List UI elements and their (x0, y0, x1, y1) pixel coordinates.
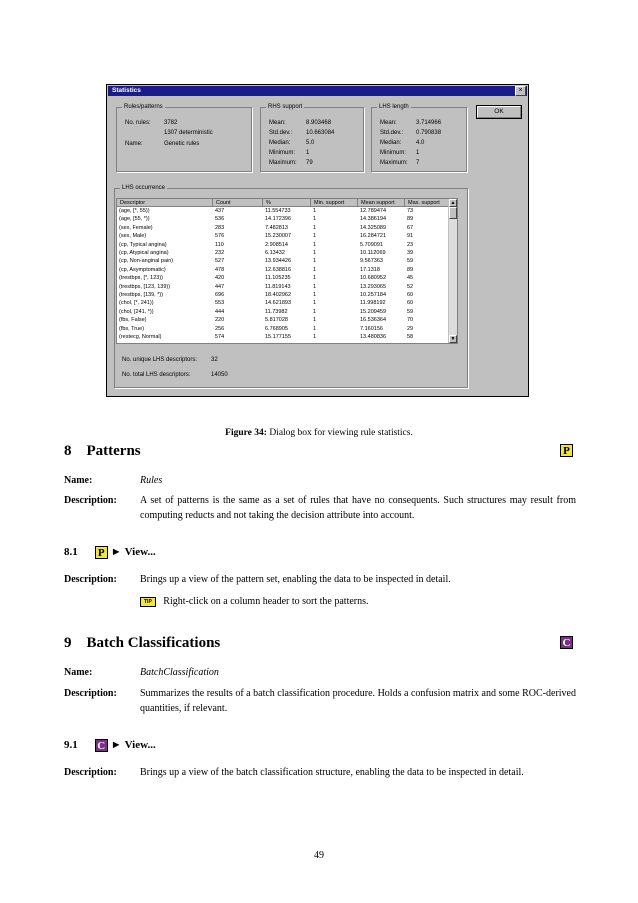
table-cell: 11.554733 (265, 208, 291, 214)
table-row[interactable] (117, 225, 457, 233)
caption-prefix: Figure 34: (225, 428, 267, 438)
caption-text: Dialog box for viewing rule statistics. (269, 428, 413, 438)
table-cell: 1 (313, 216, 317, 223)
table-cell: 23 (407, 241, 414, 248)
table-row[interactable] (117, 309, 457, 317)
table-cell: 5.817028 (265, 317, 288, 324)
statistics-dialog (106, 84, 529, 397)
total-descriptors-value: 14050 (211, 372, 228, 378)
table-cell: 59 (407, 258, 414, 265)
subsection-title: View... (124, 739, 156, 751)
lhs-mean-label: Mean: (380, 120, 397, 126)
rhs-stddev-value: 10.663084 (306, 130, 335, 136)
table-cell: (restecg, Normal) (119, 334, 162, 340)
unique-descriptors-label: No. unique LHS descriptors: (122, 357, 198, 363)
lhs-occurrence-list[interactable] (116, 198, 458, 344)
scroll-down-icon[interactable]: ▼ (450, 336, 456, 342)
table-cell: 527 (215, 258, 225, 265)
section-number: 9 (64, 635, 72, 651)
batch-name-value: BatchClassification (140, 667, 219, 678)
table-cell: 13.293065 (360, 283, 386, 290)
table-cell: 7.160156 (360, 325, 383, 332)
table-cell: (fbs, False) (119, 317, 147, 324)
table-cell: 437 (215, 208, 225, 214)
table-cell: 6.13432 (265, 250, 285, 256)
table-row[interactable] (117, 275, 457, 283)
table-cell: 29 (407, 325, 414, 332)
pattern-badge-icon: P (95, 546, 108, 559)
table-cell: (cp, Asymptomatic) (119, 266, 166, 273)
table-cell: 15.230007 (265, 233, 291, 240)
table-cell: 1 (313, 308, 317, 315)
table-cell: 16.536364 (360, 317, 386, 324)
table-cell: 6.768905 (265, 325, 288, 332)
classification-badge-icon: C (95, 739, 108, 752)
arrow-icon: ► (110, 546, 122, 558)
table-cell: 12.789474 (360, 208, 386, 214)
table-cell: 39 (407, 250, 414, 256)
table-cell: 60 (407, 292, 414, 298)
lhs-mean-value: 3.714966 (416, 120, 442, 126)
dialog-title: Statistics (108, 86, 527, 96)
no-rules-label: No. rules: (125, 120, 151, 126)
table-cell: (cp, Atypical angina) (119, 250, 169, 256)
table-cell: 536 (215, 216, 225, 223)
scroll-thumb[interactable] (449, 207, 457, 219)
column-header-max-support[interactable]: Max. support (405, 199, 450, 207)
table-cell: 89 (407, 216, 414, 223)
table-cell: 14.386194 (360, 216, 386, 223)
rhs-support-group (260, 104, 364, 172)
table-cell: (age, [*, 55)) (119, 208, 150, 214)
table-row[interactable] (117, 242, 457, 250)
column-header-mean-support[interactable]: Mean support (358, 199, 405, 207)
section-8-heading (64, 442, 141, 460)
lhs-maximum-label: Maximum: (380, 160, 408, 166)
table-cell: 1 (313, 250, 317, 256)
table-row[interactable] (117, 258, 457, 266)
batch-description-label: Description: (64, 688, 117, 699)
table-cell: 256 (215, 325, 225, 332)
table-cell: 16.284721 (360, 233, 386, 240)
table-cell: (trestbps, [*, 123)) (119, 275, 164, 282)
table-cell: 13.480836 (360, 334, 386, 340)
subsection-9-1-heading (64, 738, 156, 752)
rhs-median-value: 5.0 (306, 140, 315, 146)
table-row[interactable] (117, 267, 457, 275)
unique-descriptors-value: 32 (211, 357, 218, 363)
table-row[interactable] (117, 233, 457, 241)
table-row[interactable] (117, 300, 457, 308)
tip-line (140, 594, 576, 609)
arrow-icon: ► (110, 739, 122, 751)
table-cell: (cp, Non-anginal pain) (119, 258, 174, 265)
tip-text: Right-click on a column header to sort the patterns. (163, 596, 369, 607)
rhs-maximum-value: 79 (306, 160, 313, 166)
lhs-occurrence-label: LHS occurrence (122, 185, 166, 191)
table-row[interactable] (117, 292, 457, 300)
table-cell: 696 (215, 292, 225, 298)
figure-caption (0, 428, 638, 438)
rhs-minimum-value: 1 (306, 150, 310, 156)
section-title: Batch Classifications (86, 635, 221, 651)
table-cell: 9.567363 (360, 258, 383, 265)
table-cell: 220 (215, 317, 225, 324)
table-cell: (trestbps, [139, *)) (119, 292, 164, 298)
table-cell: 5.709091 (360, 241, 383, 248)
table-cell: 2.908514 (265, 241, 288, 248)
lhs-length-label: LHS length (379, 104, 409, 110)
table-cell: (cp, Typical angina) (119, 241, 167, 248)
table-cell: (age, [55, *)) (119, 216, 150, 223)
table-cell: 1 (313, 241, 317, 248)
ok-button-label: OK (477, 106, 521, 118)
column-header-count[interactable]: Count (213, 199, 263, 207)
table-cell: 58 (407, 334, 414, 340)
rhs-support-label: RHS support (268, 104, 303, 110)
table-cell: 18.402962 (265, 292, 291, 298)
table-cell: 17.1318 (360, 266, 380, 273)
lhs-median-value: 4.0 (416, 140, 425, 146)
table-cell: 15.177155 (265, 334, 291, 340)
table-cell: 447 (215, 283, 225, 290)
table-cell: 67 (407, 224, 414, 231)
table-cell: 110 (215, 241, 224, 248)
name-value: Genetic rules (164, 141, 200, 147)
table-cell: 52 (407, 283, 414, 290)
table-cell: (sex, Male) (119, 233, 147, 240)
table-cell: 14.325089 (360, 224, 386, 231)
rules-patterns-label: Rules/patterns (124, 104, 163, 110)
table-cell: (trestbps, [123, 139)) (119, 283, 171, 290)
table-cell: 232 (215, 250, 225, 256)
rhs-mean-value: 8.903468 (306, 120, 332, 126)
column-header-percent[interactable]: % (263, 199, 311, 207)
view-patterns-description-label: Description: (64, 574, 117, 585)
table-row[interactable] (117, 326, 457, 334)
table-cell: 1 (313, 325, 317, 332)
table-cell: 1 (313, 334, 317, 340)
patterns-name-label: Name: (64, 475, 93, 486)
table-cell: 576 (215, 233, 225, 240)
table-cell: (chol, [*, 241)) (119, 300, 154, 307)
lhs-length-group (371, 104, 467, 172)
batch-description-value: Summarizes the results of a batch classification procedure. Holds a confusion matrix and some ROC-derived quantities, if relevant. (140, 688, 576, 714)
table-cell: 14.172396 (265, 216, 291, 223)
table-row[interactable] (117, 284, 457, 292)
subsection-number: 8.1 (64, 546, 78, 558)
view-batch-description-label: Description: (64, 767, 117, 778)
table-cell: 478 (215, 266, 225, 273)
batch-name-label: Name: (64, 667, 93, 678)
patterns-description-label: Description: (64, 495, 117, 506)
no-rules-value: 3782 (164, 120, 178, 126)
total-descriptors-label: No. total LHS descriptors: (122, 372, 191, 378)
subsection-8-1-heading (64, 545, 156, 559)
section-title: Patterns (86, 443, 141, 459)
table-cell: 45 (407, 275, 414, 282)
lhs-stddev-label: Std.dev.: (380, 130, 404, 136)
table-row[interactable] (117, 250, 457, 258)
lhs-maximum-value: 7 (416, 160, 420, 166)
rhs-mean-label: Mean: (269, 120, 286, 126)
table-cell: 59 (407, 308, 414, 315)
page-number: 49 (314, 850, 324, 861)
rhs-maximum-label: Maximum: (269, 160, 297, 166)
table-cell: 1 (313, 233, 317, 240)
table-cell: 553 (215, 300, 225, 307)
classification-badge-icon: C (560, 636, 573, 649)
table-cell: 10.257184 (360, 292, 386, 298)
table-cell: 1 (313, 300, 317, 307)
view-patterns-description-value: Brings up a view of the pattern set, enabling the data to be inspected in detail. (140, 574, 451, 585)
table-cell: 574 (215, 334, 225, 340)
table-cell: 1 (313, 258, 317, 265)
table-cell: 14.621893 (265, 300, 291, 307)
vertical-scrollbar[interactable] (448, 199, 457, 343)
table-cell: (sex, Female) (119, 224, 153, 231)
lhs-minimum-label: Minimum: (380, 150, 407, 156)
section-number: 8 (64, 443, 72, 459)
table-cell: 15.209459 (360, 308, 386, 315)
patterns-description-value: A set of patterns is the same as a set of rules that have no consequents. Such structures may result from computing reducts and not taking the decision attribute into account. (140, 495, 576, 521)
table-cell: 11.73982 (265, 308, 288, 315)
patterns-name-value: Rules (140, 475, 163, 486)
table-cell: 13.934426 (265, 258, 291, 265)
table-cell: 11.819143 (265, 283, 291, 290)
table-cell: 11.998192 (360, 300, 386, 307)
rhs-median-label: Median: (269, 140, 291, 146)
table-cell: 1 (313, 275, 317, 282)
table-cell: 283 (215, 224, 225, 231)
table-cell: 1 (313, 317, 317, 324)
table-cell: 1 (313, 266, 317, 273)
table-cell: 12.638816 (265, 266, 291, 273)
table-cell: 60 (407, 300, 414, 307)
rules-patterns-group (116, 104, 252, 172)
table-cell: 91 (407, 233, 414, 240)
table-cell: 1 (313, 292, 317, 298)
column-header-min-support[interactable]: Min. support (311, 199, 358, 207)
table-cell: 444 (215, 308, 225, 315)
table-cell: 1 (313, 208, 317, 214)
ok-button[interactable] (476, 105, 522, 119)
list-header (117, 199, 457, 207)
rhs-stddev-label: Std.dev.: (269, 130, 293, 136)
table-cell: 89 (407, 266, 414, 273)
scroll-up-icon[interactable]: ▲ (450, 200, 456, 206)
subsection-title: View... (124, 546, 156, 558)
table-row[interactable] (117, 208, 457, 216)
subsection-number: 9.1 (64, 739, 78, 751)
column-header-descriptor[interactable]: Descriptor (117, 199, 213, 207)
tip-icon: TIP (140, 597, 156, 607)
deterministic-count: 1307 deterministic (164, 130, 213, 136)
table-row[interactable] (117, 216, 457, 224)
section-9-heading (64, 634, 220, 652)
table-cell: 73 (407, 208, 414, 214)
close-icon[interactable]: × (515, 86, 526, 96)
lhs-median-label: Median: (380, 140, 402, 146)
table-cell: (fbs, True) (119, 325, 145, 332)
table-cell: 7.482813 (265, 224, 288, 231)
table-cell: 11.105235 (265, 275, 291, 282)
table-cell: 1 (313, 224, 317, 231)
table-cell: 420 (215, 275, 225, 282)
name-label: Name: (125, 141, 143, 147)
table-cell: 10.680952 (360, 275, 386, 282)
pattern-badge-icon: P (560, 444, 573, 457)
table-cell: 10.112069 (360, 250, 386, 256)
rhs-minimum-label: Minimum: (269, 150, 296, 156)
table-cell: 1 (313, 283, 317, 290)
table-row[interactable] (117, 317, 457, 325)
table-row[interactable] (117, 334, 457, 342)
table-cell: 70 (407, 317, 414, 324)
lhs-minimum-value: 1 (416, 150, 420, 156)
lhs-stddev-value: 0.790838 (416, 130, 442, 136)
table-cell: (chol, [241, *)) (119, 308, 154, 315)
view-batch-description-value: Brings up a view of the batch classification structure, enabling the data to be inspected in detail. (140, 767, 524, 778)
